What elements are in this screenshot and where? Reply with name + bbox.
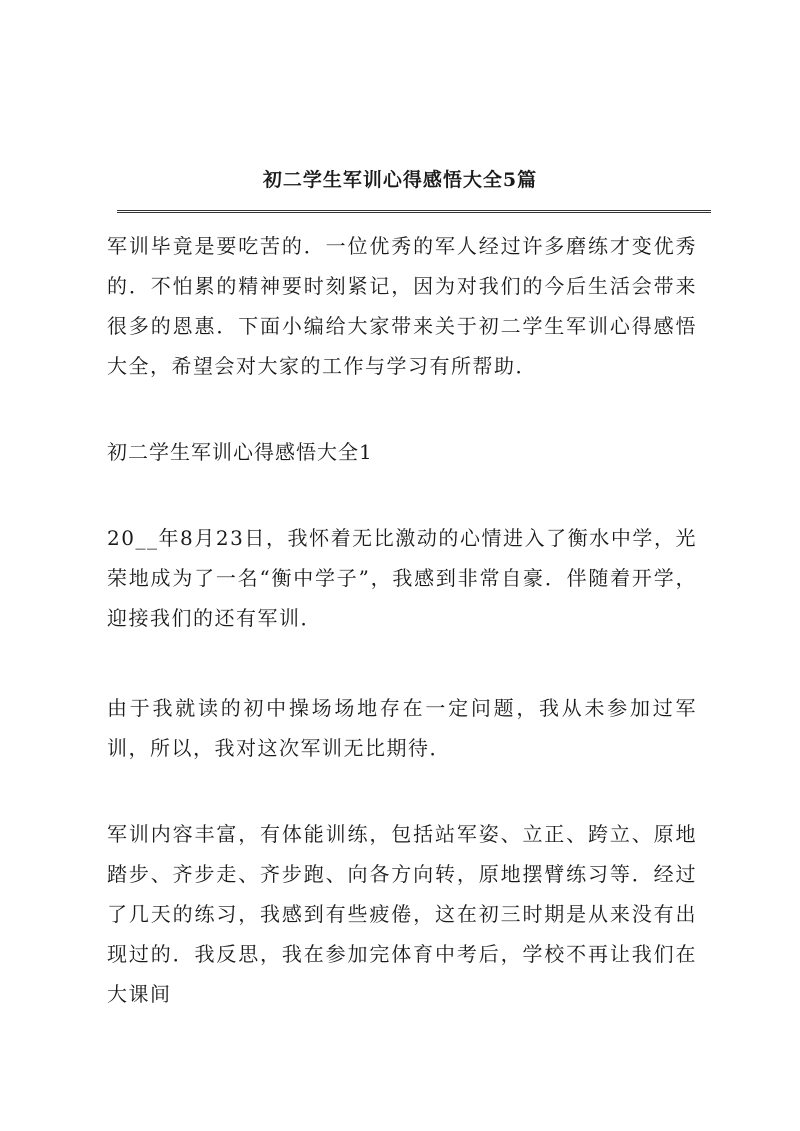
paragraph-3: 军训内容丰富，有体能训练，包括站军姿、立正、跨立、原地踏步、齐步走、齐步跑、向各方向转，原地摆臂练习等．经过了几天的练习，我感到有些疲倦，这在初三时期是从来没有出现过的．我反思，我在参加完体育中考后，学校不再让我们在大课间: [107, 822, 697, 1006]
intro-paragraph: 军训毕竟是要吃苦的．一位优秀的军人经过许多磨练才变优秀的．不怕累的精神要时刻紧记，因为对我们的今后生活会带来很多的恩惠．下面小编给大家带来关于初二学生军训心得感悟大全，希望会对大家的工作与学习有所帮助．: [107, 234, 697, 378]
paragraph-2: 由于我就读的初中操场场地存在一定问题，我从未参加过军训，所以，我对这次军训无比期待．: [107, 696, 697, 760]
paragraph-1: 20__年8月23日，我怀着无比激动的心情进入了衡水中学，光荣地成为了一名“衡中学子”，我感到非常自豪．伴随着开学，迎接我们的还有军训．: [107, 526, 697, 630]
title-divider: [117, 210, 711, 213]
section-heading: 初二学生军训心得感悟大全1: [107, 440, 373, 464]
document-title: 初二学生军训心得感悟大全5篇: [262, 169, 538, 191]
